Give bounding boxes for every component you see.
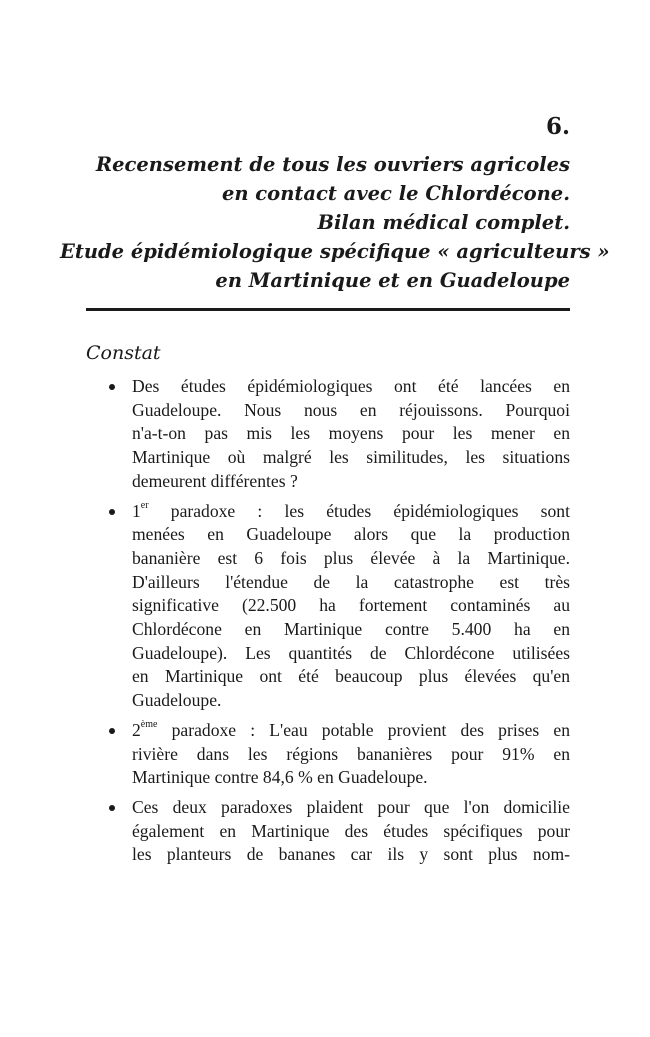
- bullet-icon: [109, 384, 115, 390]
- bullet-item: [86, 796, 570, 867]
- text-line: D'ailleurs l'étendue de la catastrophe est très: [132, 571, 570, 592]
- bullet-text: [132, 719, 570, 790]
- bullet-item: [86, 375, 570, 494]
- bullet-text: [132, 796, 570, 867]
- bullet-item: [86, 500, 570, 713]
- bullet-icon: [109, 805, 115, 811]
- ordinal-number: 2: [132, 719, 141, 740]
- text-line: Guadeloupe. Nous nous en réjouissons. Pourquoi: [132, 399, 570, 420]
- chapter-title-line: en Martinique et en Guadeloupe: [215, 269, 570, 292]
- chapter-title-line: Etude épidémiologique spécifique « agriculteurs »: [60, 240, 610, 263]
- chapter-number: 6.: [545, 113, 570, 140]
- bullet-item: [86, 719, 570, 790]
- bullet-text: [132, 375, 570, 494]
- line-text: paradoxe : les études épidémiologiques sont: [148, 500, 570, 521]
- text-line: demeurent différentes ?: [132, 470, 298, 491]
- text-line: également en Martinique des études spécifiques pour: [132, 820, 570, 841]
- text-line: [132, 500, 570, 524]
- chapter-header: [60, 112, 610, 295]
- text-line: Guadeloupe.: [132, 690, 222, 711]
- chapter-title-line: Recensement de tous les ouvriers agricoles: [95, 153, 570, 176]
- bullet-icon: [109, 728, 115, 734]
- horizontal-rule: [86, 308, 570, 311]
- bullet-list: [86, 375, 570, 873]
- ordinal-suffix: er: [140, 499, 149, 511]
- bullet-text: [132, 500, 570, 713]
- text-line: Martinique où malgré les similitudes, les situations: [132, 447, 570, 468]
- text-line: Des études épidémiologiques ont été lancées en: [132, 376, 570, 396]
- text-line: Martinique contre 84,6 % en Guadeloupe.: [132, 767, 428, 788]
- text-line: [132, 719, 570, 743]
- bullet-icon: [109, 509, 115, 515]
- text-line: menées en Guadeloupe alors que la production: [132, 524, 570, 545]
- ordinal-suffix: ème: [140, 718, 158, 730]
- ordinal-number: 1: [132, 500, 141, 521]
- text-line: Ces deux paradoxes plaident pour que l'on domicilie: [132, 796, 570, 817]
- text-line: significative (22.500 ha fortement contaminés au: [132, 595, 570, 616]
- text-line: bananière est 6 fois plus élevée à la Martinique.: [132, 547, 570, 568]
- text-line: les planteurs de bananes car ils y sont plus nom-: [132, 844, 570, 865]
- chapter-title-line: en contact avec le Chlordécone.: [221, 182, 570, 205]
- text-line: n'a-t-on pas mis les moyens pour les mener en: [132, 423, 570, 444]
- chapter-title-line: Bilan médical complet.: [317, 211, 570, 234]
- text-line: en Martinique ont été beaucoup plus élevées qu'en: [132, 666, 570, 687]
- section-heading: Constat: [86, 342, 161, 364]
- text-line: Chlordécone en Martinique contre 5.400 ha en: [132, 619, 570, 640]
- text-line: rivière dans les régions bananières pour 91% en: [132, 743, 570, 764]
- line-text: paradoxe : L'eau potable provient des prises en: [157, 719, 570, 740]
- text-line: Guadeloupe). Les quantités de Chlordécone utilisées: [132, 642, 570, 663]
